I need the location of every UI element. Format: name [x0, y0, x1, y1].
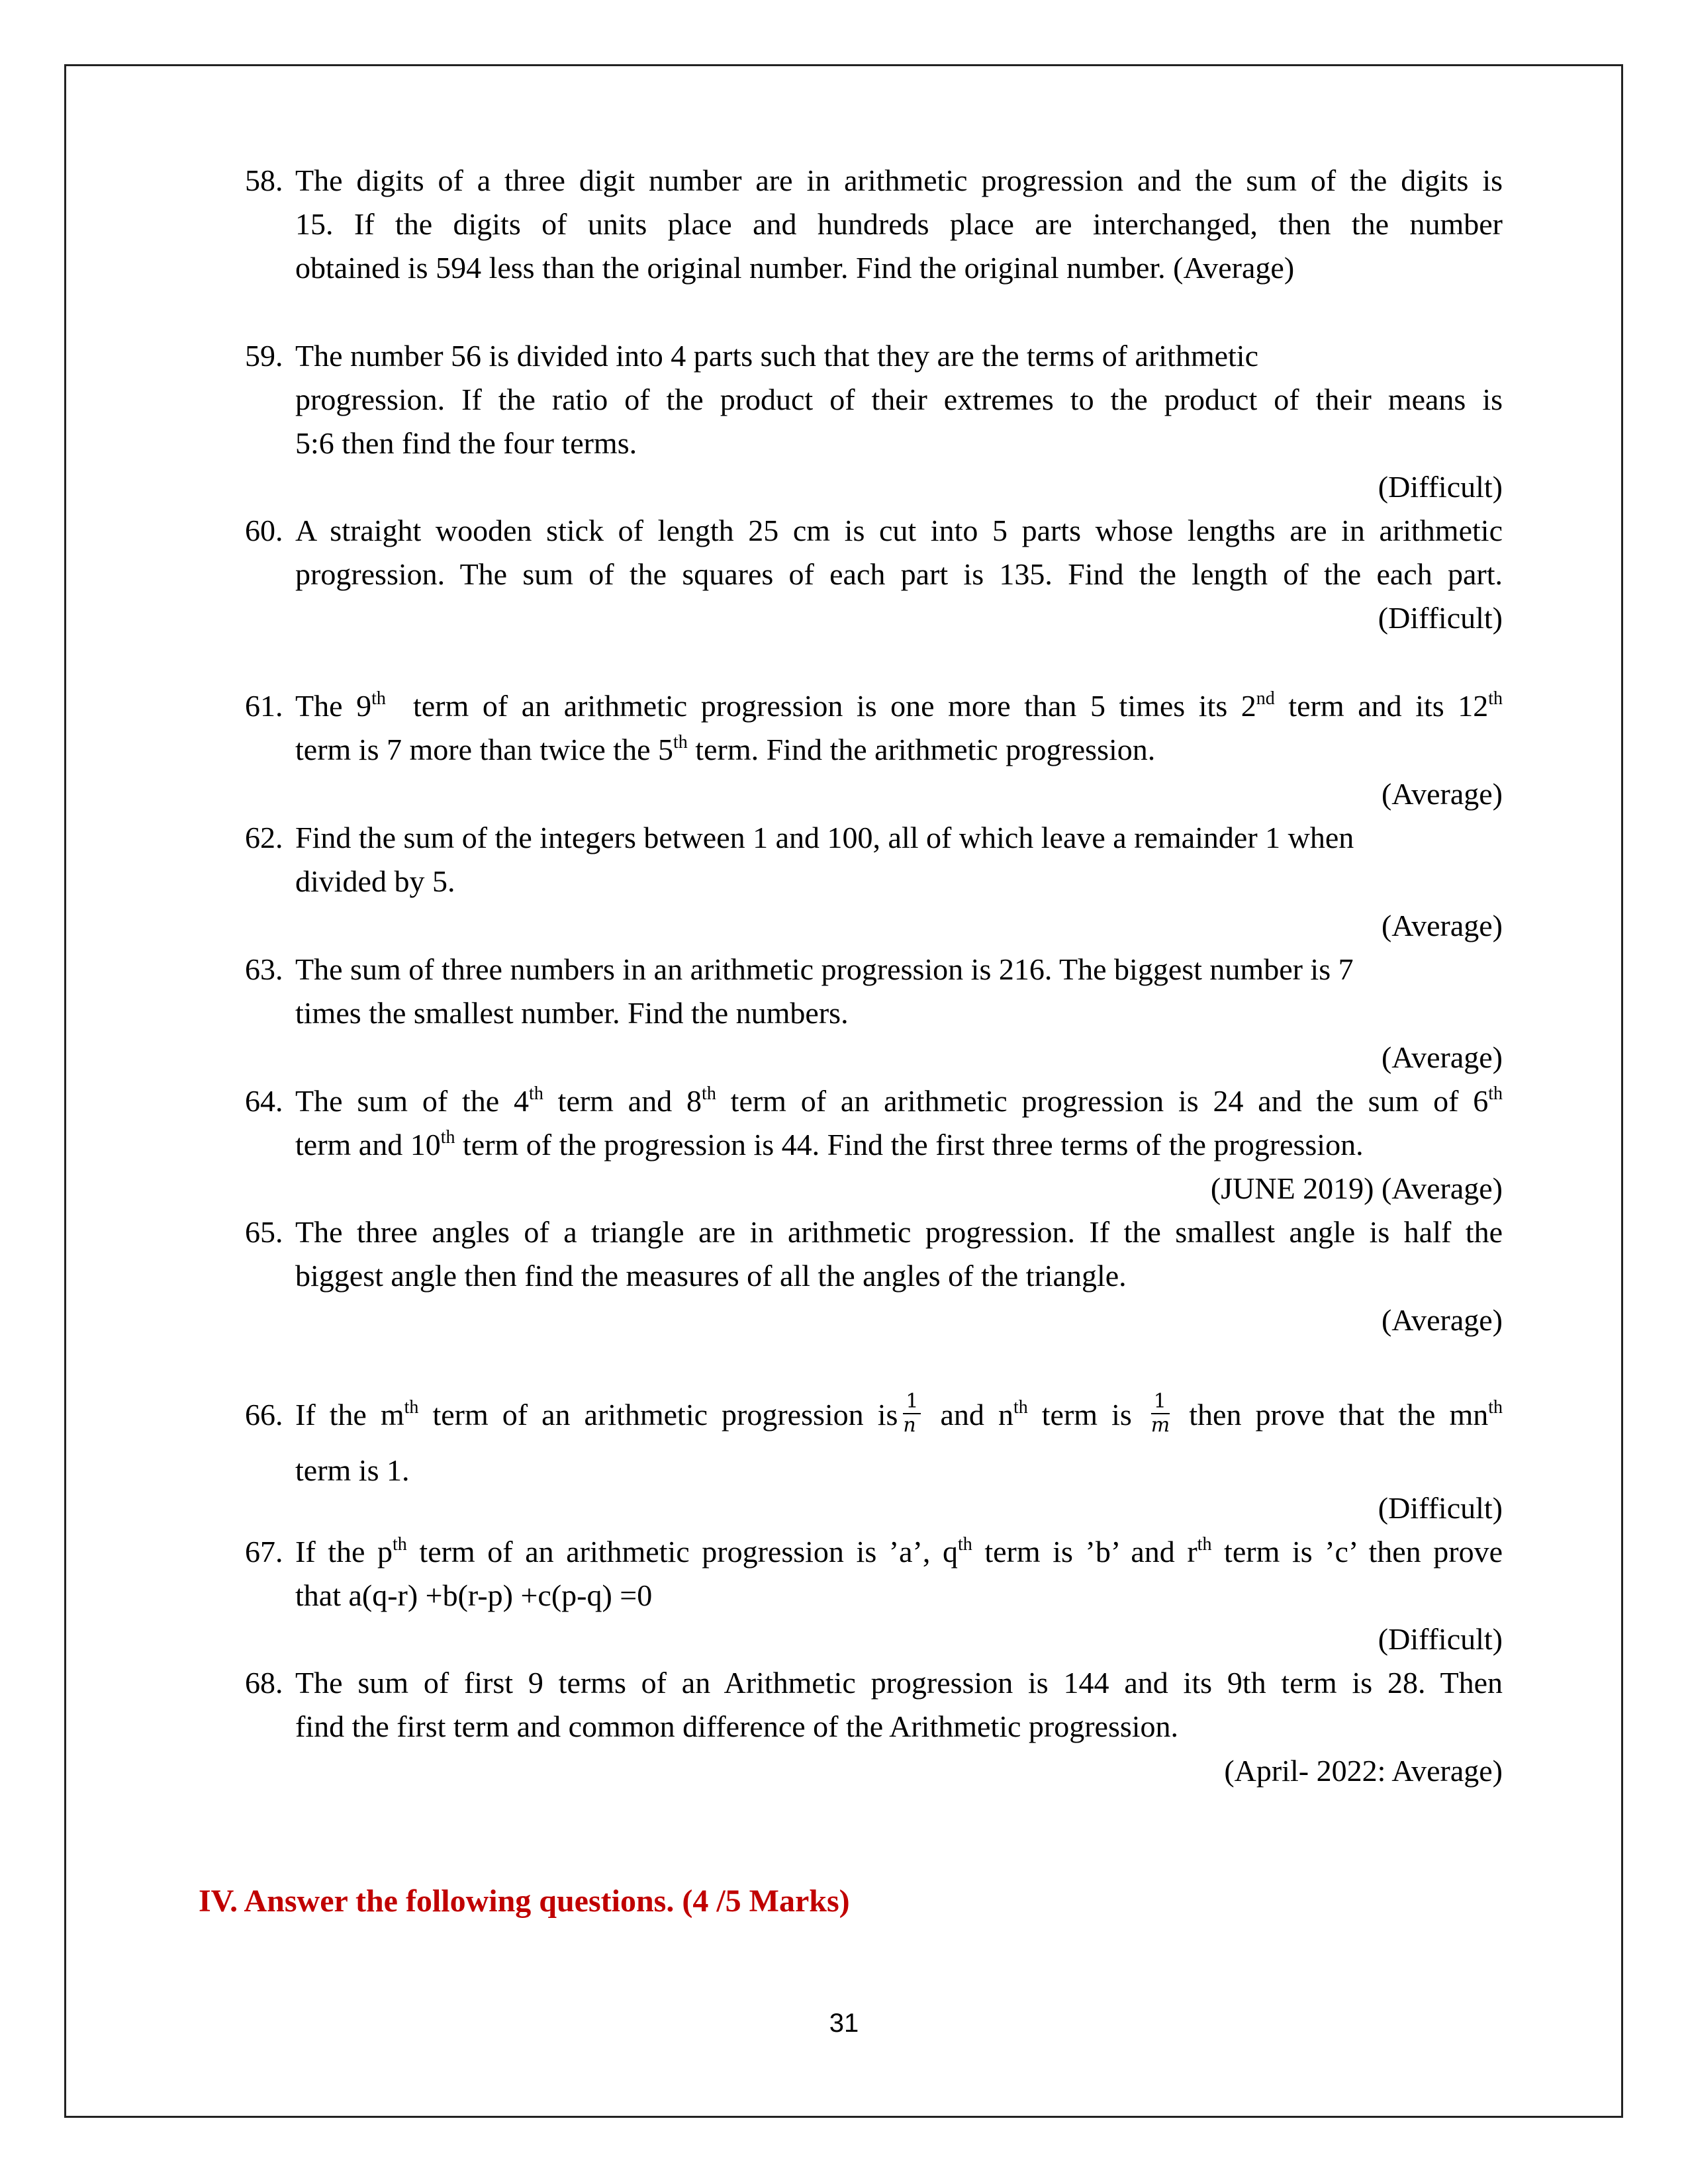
question-number: 61.: [245, 689, 283, 723]
difficulty-tag: (Difficult): [1378, 601, 1503, 635]
question-text-line: term is 7 more than twice the 5th term. Find the arithmetic progression.: [295, 731, 1156, 766]
question-text-line: find the first term and common difference of the Arithmetic progression.: [295, 1709, 1179, 1743]
fraction-1-over-m: $\frac{1}{m}$: [1150, 1390, 1170, 1437]
question-text-line: The sum of first 9 terms of an Arithmetic progression is 144 and its 9th term is 28. Then: [295, 1666, 1503, 1700]
difficulty-tag: (Difficult): [1378, 1491, 1503, 1525]
question-text-line: 15. If the digits of units place and hundreds place are interchanged, then the number: [295, 207, 1503, 241]
page-number: 31: [829, 2009, 859, 2038]
question-text-line: A straight wooden stick of length 25 cm is cut into 5 parts whose lengths are in arithmetic: [295, 514, 1503, 547]
question-text-line: Find the sum of the integers between 1 and 100, all of which leave a remainder 1 when: [295, 821, 1354, 854]
difficulty-tag: (Difficult): [1378, 1622, 1503, 1656]
exam-source-tag: (April- 2022: Average): [1224, 1754, 1503, 1788]
question-number: 58.: [245, 163, 283, 197]
difficulty-tag: (Average): [1381, 777, 1503, 811]
question-number: 65.: [245, 1215, 283, 1249]
question-text-line: term is 1.: [295, 1453, 410, 1488]
question-text-line: times the smallest number. Find the numbers.: [295, 996, 849, 1030]
question-text-line: obtained is 594 less than the original number. Find the original number. (Average): [295, 251, 1295, 285]
question-text-line: The number 56 is divided into 4 parts such that they are the terms of arithmetic: [295, 339, 1258, 373]
question-text-line: divided by 5.: [295, 864, 455, 898]
question-text-line: The three angles of a triangle are in arithmetic progression. If the smallest angle is half the: [295, 1215, 1503, 1249]
question-text-line: progression. The sum of the squares of each part is 135. Find the length of the each part.: [295, 557, 1503, 591]
question-text-line: that a(q-r) +b(r-p) +c(p-q) =0: [295, 1578, 653, 1612]
question-text-line: 5:6 then find the four terms.: [295, 426, 637, 460]
question-text-line: The 9th term of an arithmetic progression is one more than 5 times its 2nd term and its 12th: [295, 688, 1503, 723]
difficulty-tag: (Average): [1381, 1040, 1503, 1074]
question-number: 60.: [245, 514, 283, 547]
question-text-line: progression. If the ratio of the product of their extremes to the product of their means is: [295, 383, 1503, 416]
question-number: 59.: [245, 339, 283, 373]
question-text-line: term and 10th term of the progression is 44. Find the first three terms of the progression.: [295, 1126, 1364, 1161]
question-number: 63.: [245, 952, 283, 986]
question-text-line: If the $m^{th}$ term of an arithmetic progression is $\frac{1}{n}$ and $n^{th}$ term is $\frac{1}{m}$ then prove that the $mn^{th}$: [295, 1390, 1503, 1437]
question-text-line: biggest angle then find the measures of all the angles of the triangle.: [295, 1259, 1127, 1293]
question-number: 64.: [245, 1084, 283, 1118]
question-number: 66.: [245, 1398, 283, 1432]
question-text-line: If the $p^{th}$ term of an arithmetic progression is ’a’, $q^{th}$ term is ’b’ and $r^{th}$ term is ’c’ then prove: [295, 1533, 1503, 1569]
question-number: 67.: [245, 1535, 283, 1569]
exam-source-tag: (JUNE 2019) (Average): [1210, 1171, 1503, 1205]
question-text-line: The sum of three numbers in an arithmetic progression is 216. The biggest number is 7: [295, 952, 1354, 986]
difficulty-tag: (Average): [1381, 909, 1503, 942]
question-text-line: The sum of the 4th term and 8th term of an arithmetic progression is 24 and the sum of 6th: [295, 1083, 1503, 1118]
question-number: 62.: [245, 821, 283, 854]
difficulty-tag: (Average): [1381, 1303, 1503, 1337]
question-text-line: The digits of a three digit number are in arithmetic progression and the sum of the digits is: [295, 163, 1503, 197]
question-number: 68.: [245, 1666, 283, 1700]
section-heading: IV. Answer the following questions. (4 /5 Marks): [199, 1884, 850, 1919]
fraction-1-over-n: $\frac{1}{n}$: [903, 1390, 921, 1437]
difficulty-tag: (Difficult): [1378, 470, 1503, 504]
